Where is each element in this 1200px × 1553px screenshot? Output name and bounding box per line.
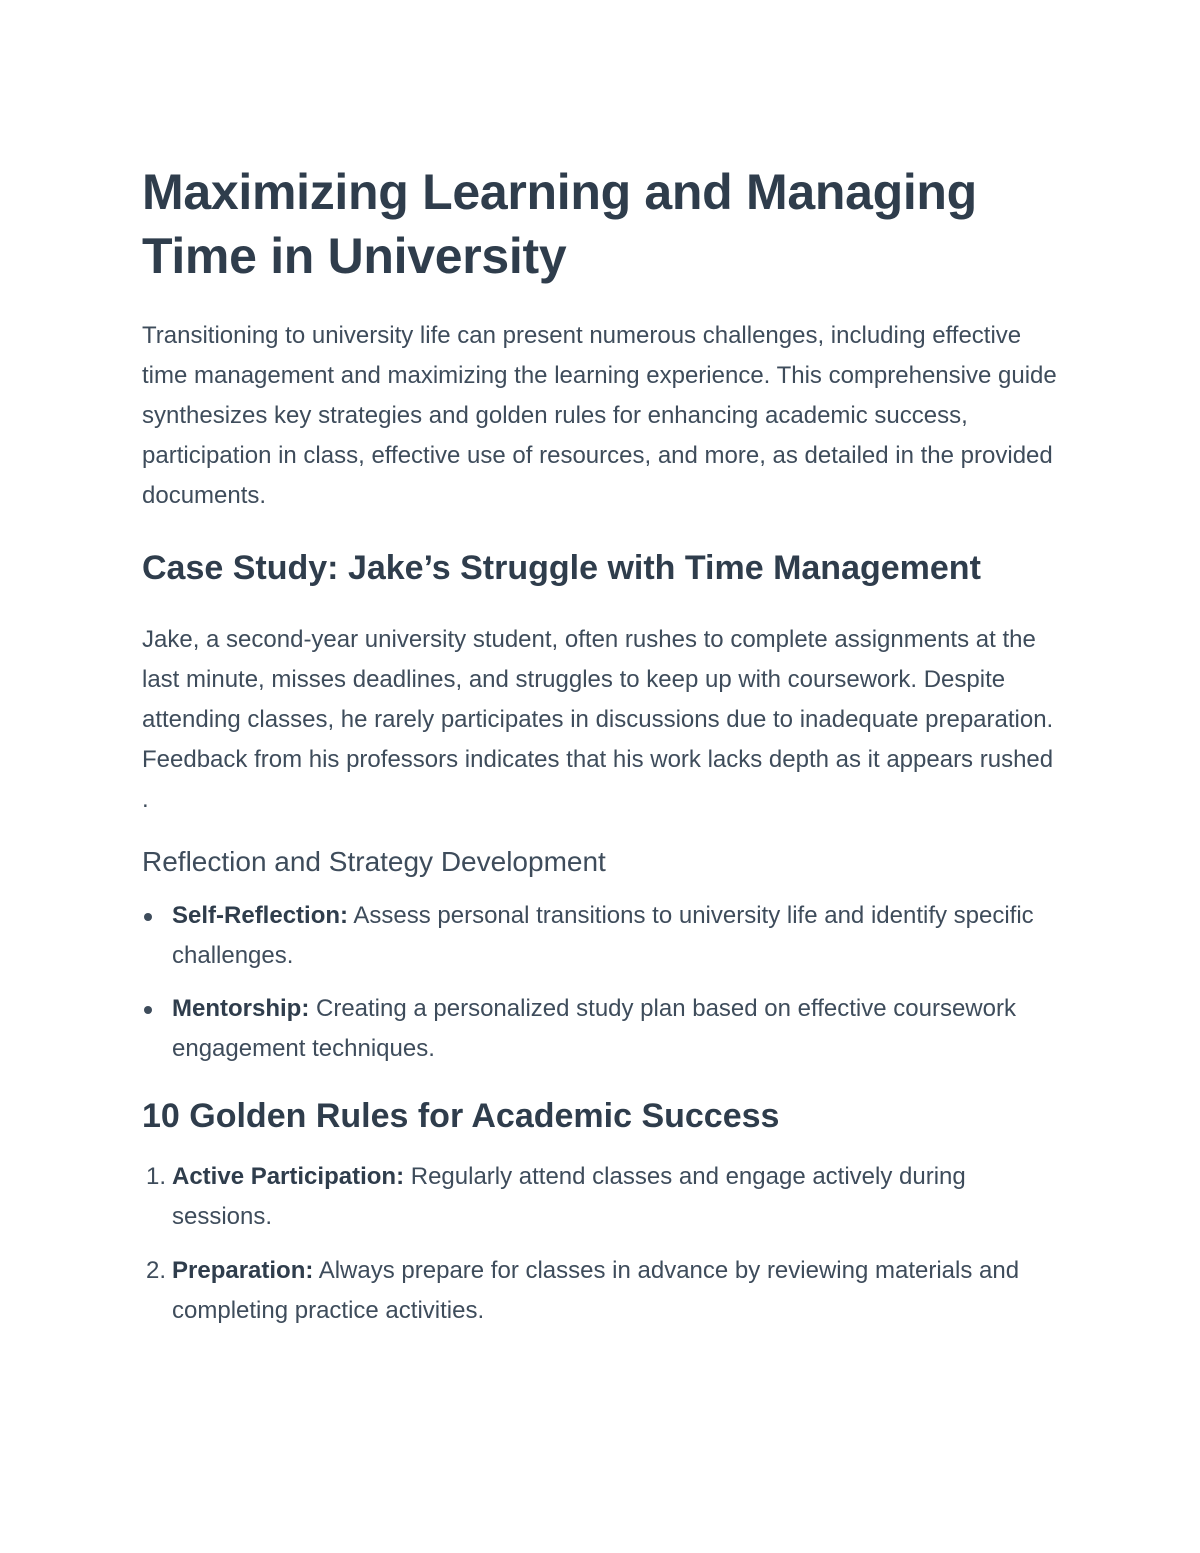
list-item-term: Mentorship:: [172, 995, 310, 1022]
list-item: [142, 1251, 1062, 1331]
list-item-term: Preparation:: [172, 1257, 314, 1284]
list-item-number: 1.: [146, 1163, 167, 1190]
case-study-paragraph: Jake, a second-year university student, often rushes to complete assignments at the last minute, misses deadlines, and struggles to keep up with coursework. Despite attending classes, he rarely participates in discussions due to inadequate preparation. Feedback from his professors indicates that his work lacks depth as it appears rushed .: [142, 626, 1054, 813]
document-page: [142, 160, 1062, 1345]
list-item: [142, 896, 1062, 976]
list-item-text: Regularly attend classes and engage actively during sessions.: [172, 1163, 966, 1230]
strategy-list: [142, 896, 1062, 1069]
list-item-number: 2.: [146, 1257, 167, 1284]
case-study-heading: Case Study: Jake’s Struggle with Time Management: [142, 549, 981, 587]
list-item: [142, 1157, 1062, 1237]
list-item-text: Always prepare for classes in advance by reviewing materials and completing practice activities.: [172, 1257, 1020, 1324]
golden-rules-list: [142, 1157, 1062, 1331]
list-item: [142, 989, 1062, 1069]
list-item-text: Creating a personalized study plan based on effective coursework engagement techniques.: [172, 995, 1016, 1062]
list-item-term: Self-Reflection:: [172, 902, 349, 929]
intro-paragraph: Transitioning to university life can present numerous challenges, including effective time management and maximizing the learning experience. This comprehensive guide synthesizes key strategies and golden rules for enhancing academic success, participation in class, effective use of resources, and more, as detailed in the provided documents.: [142, 322, 1057, 509]
page-title: Maximizing Learning and Managing Time in University: [142, 164, 977, 284]
golden-rules-heading: 10 Golden Rules for Academic Success: [142, 1097, 780, 1135]
bullet-icon: [144, 913, 152, 921]
list-item-term: Active Participation:: [172, 1163, 405, 1190]
list-item-text: Assess personal transitions to university life and identify specific challenges.: [172, 902, 1034, 969]
bullet-icon: [144, 1006, 152, 1014]
reflection-subheading: Reflection and Strategy Development: [142, 846, 606, 877]
